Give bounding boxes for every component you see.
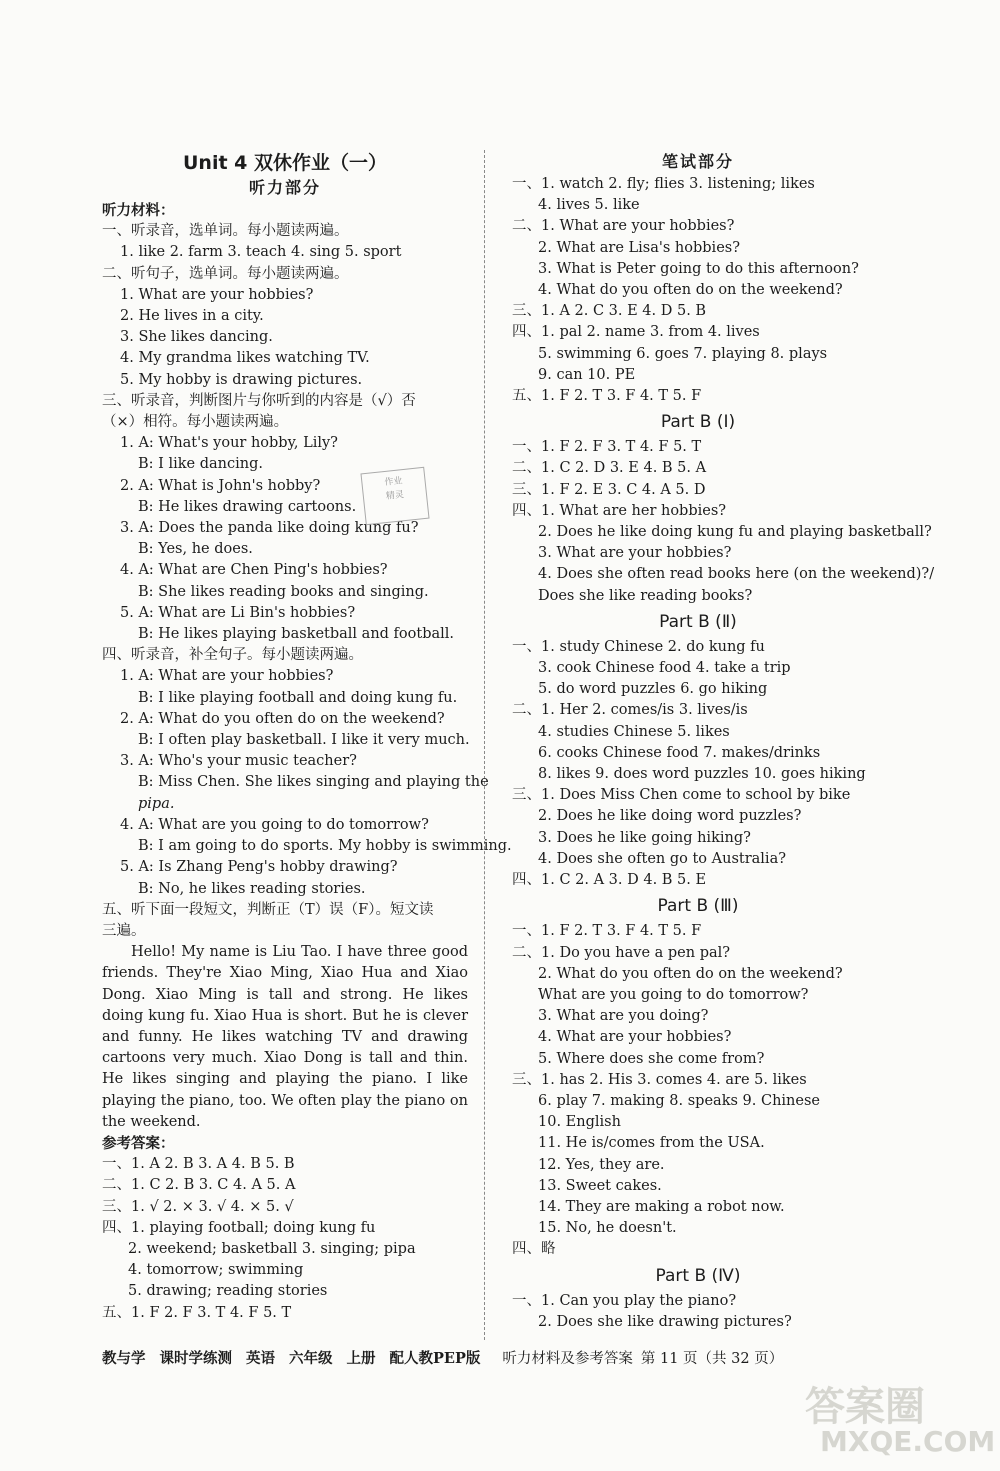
answer-line: 3. What are your hobbies? <box>538 545 732 562</box>
watermark-logo: 答案圈 <box>805 1384 925 1430</box>
answer-line: 四、1. playing football; doing kung fu <box>102 1219 376 1236</box>
answer-line: 二、1. C 2. D 3. E 4. B 5. A <box>512 460 707 477</box>
text-line: 5. A: Is Zhang Peng's hobby drawing? <box>120 859 398 876</box>
right-column <box>512 150 935 1333</box>
answer-line: 三、1. F 2. E 3. C 4. A 5. D <box>512 481 706 498</box>
answer-line: 15. No, he doesn't. <box>538 1220 677 1237</box>
answer-line: 12. Yes, they are. <box>538 1156 665 1173</box>
answer-line: 8. likes 9. does word puzzles 10. goes hiking <box>538 766 866 783</box>
text-line: 二、听句子，选单词。每小题读两遍。 <box>102 265 349 282</box>
stamp-text-2: 精灵 <box>385 490 405 502</box>
text-line: 4. A: What are you going to do tomorrow? <box>120 816 429 833</box>
text-line: 4. A: What are Chen Ping's hobbies? <box>120 562 388 579</box>
answer-line: 6. play 7. making 8. speaks 9. Chinese <box>538 1092 820 1109</box>
answer-line: 2. What do you often do on the weekend? <box>538 965 843 982</box>
text-line: B: I like dancing. <box>138 456 263 473</box>
answer-line: 3. What is Peter going to do this afternoon? <box>538 260 859 277</box>
answer-line: 9. can 10. PE <box>538 366 636 383</box>
answer-line: 四、略 <box>512 1241 556 1258</box>
text-line: （×）相符。每小题读两遍。 <box>102 414 289 431</box>
text-line: B: Yes, he does. <box>138 541 253 558</box>
left-column <box>102 150 512 1324</box>
answer-line: 4. Does she often go to Australia? <box>538 850 786 867</box>
answer-line: 6. cooks Chinese food 7. makes/drinks <box>538 744 821 761</box>
answer-line: 一、1. F 2. F 3. T 4. F 5. T <box>512 439 702 456</box>
text-line: 1. A: What's your hobby, Lily? <box>120 435 338 452</box>
footer-series: 课时学练测 <box>159 1350 232 1367</box>
text-line: pipa. <box>138 795 175 812</box>
answer-line: 2. Does he like doing word puzzles? <box>538 808 802 825</box>
answer-line: 三、1. √ 2. × 3. √ 4. × 5. √ <box>102 1198 294 1215</box>
passage: Hello! My name is Liu Tao. I have three good friends. They're Xiao Ming, Xiao Hua and Xiao Dong. Xiao Ming is tall and strong. He likes doing kung fu. Xiao Hua is short. But he is clever and funny. He likes watching TV and drawing cartoons very much. Xiao Dong is tall and thin. He likes singing and playing the piano. I like playing the piano, too. We often play the piano on the weekend. <box>102 944 468 1130</box>
watermark-url: MXQE.COM <box>820 1425 996 1458</box>
footer-volume: 上册 <box>346 1350 376 1367</box>
answer-line: 四、1. What are her hobbies? <box>512 502 727 519</box>
answer-line: Does she like reading books? <box>538 587 753 604</box>
part-heading: Part B (Ⅰ) <box>660 412 736 433</box>
listening-section-title: 听力部分 <box>248 178 321 197</box>
footer-subject: 英语 <box>246 1350 275 1367</box>
text-line: 3. She likes dancing. <box>120 329 273 346</box>
footer-section: 听力材料及参考答案 <box>502 1351 633 1367</box>
text-line: 一、听录音，选单词。每小题读两遍。 <box>102 223 349 240</box>
answer-line: 4. What are your hobbies? <box>538 1029 732 1046</box>
answer-line: 4. What do you often do on the weekend? <box>538 282 843 299</box>
answer-line: 三、1. Does Miss Chen come to school by bike <box>512 787 851 804</box>
text-line: B: He likes drawing cartoons. <box>138 498 357 515</box>
answer-line: 10. English <box>538 1114 621 1131</box>
text-line: B: Miss Chen. She likes singing and playing the <box>138 774 489 791</box>
stamp-logo <box>360 467 429 525</box>
text-line: B: He likes playing basketball and football. <box>138 626 455 643</box>
answer-line: 一、1. watch 2. fly; flies 3. listening; likes <box>512 176 815 192</box>
answer-line: 5. drawing; reading stories <box>128 1283 328 1300</box>
text-line: 2. He lives in a city. <box>120 308 264 325</box>
answer-line: 11. He is/comes from the USA. <box>538 1135 765 1152</box>
answer-line: 四、1. pal 2. name 3. from 4. lives <box>512 324 760 341</box>
text-line: 五、听下面一段短文，判断正（T）误（F）。短文读 <box>102 901 434 918</box>
text-line: 4. My grandma likes watching TV. <box>120 350 370 367</box>
answer-line: 5. do word puzzles 6. go hiking <box>538 681 768 698</box>
text-line: 2. A: What do you often do on the weekend? <box>120 710 445 727</box>
answer-line: 2. What are Lisa's hobbies? <box>538 239 740 256</box>
answer-line: 一、1. study Chinese 2. do kung fu <box>512 638 765 655</box>
answer-line: 2. Does she like drawing pictures? <box>538 1313 792 1330</box>
text-line: 1. like 2. farm 3. teach 4. sing 5. sport <box>120 244 402 261</box>
answer-line: 五、1. F 2. F 3. T 4. F 5. T <box>102 1304 292 1321</box>
text-line: 三遍。 <box>102 922 146 939</box>
footer-brand: 教与学 <box>102 1350 146 1367</box>
footer-grade: 六年级 <box>289 1350 333 1367</box>
text-line: 四、听录音，补全句子。每小题读两遍。 <box>102 647 363 664</box>
page-footer <box>102 1348 882 1370</box>
answer-line: 2. Does he like doing kung fu and playing basketball? <box>538 524 932 541</box>
answer-line: What are you going to do tomorrow? <box>538 986 809 1003</box>
text-line: 5. My hobby is drawing pictures. <box>120 371 363 388</box>
answer-line: 二、1. Her 2. comes/is 3. lives/is <box>512 702 748 719</box>
answer-line: 3. Does he like going hiking? <box>538 829 751 846</box>
text-line: B: I like playing football and doing kung fu. <box>138 689 458 706</box>
text-line: B: I often play basketball. I like it very much. <box>138 732 470 749</box>
answer-line: 一、1. F 2. T 3. F 4. T 5. F <box>512 923 702 940</box>
answer-line: 一、1. Can you play the piano? <box>512 1292 737 1309</box>
footer-edition: 配人教PEP版 <box>389 1350 481 1367</box>
answer-line: 参考答案： <box>102 1134 175 1152</box>
column-divider <box>484 150 485 1340</box>
answer-line: 5. swimming 6. goes 7. playing 8. plays <box>538 345 828 362</box>
text-line: 三、听录音，判断图片与你听到的内容是（√）否 <box>102 392 416 409</box>
text-line: 5. A: What are Li Bin's hobbies? <box>120 604 356 621</box>
listening-material <box>102 200 512 942</box>
text-line: 3. A: Does the panda like doing kung fu? <box>120 520 419 537</box>
answer-line: 三、1. has 2. His 3. comes 4. are 5. likes <box>512 1071 807 1088</box>
answer-line: 4. lives 5. like <box>538 197 640 214</box>
text-line: B: She likes reading books and singing. <box>138 583 429 600</box>
answer-line: 2. weekend; basketball 3. singing; pipa <box>128 1240 416 1257</box>
reference-answers <box>102 1133 468 1324</box>
answer-line: 4. Does she often read books here (on the weekend)?/ <box>538 566 935 583</box>
unit-title: Unit 4 双休作业（一） <box>183 152 387 174</box>
text-line: 2. A: What is John's hobby? <box>120 477 321 494</box>
answer-line: 二、1. What are your hobbies? <box>512 218 735 235</box>
answer-line: 五、1. F 2. T 3. F 4. T 5. F <box>512 388 702 405</box>
answer-line: 一、1. A 2. B 3. A 4. B 5. B <box>102 1156 295 1173</box>
text-line: 听力材料： <box>102 202 175 219</box>
answer-line: 3. What are you doing? <box>538 1008 709 1025</box>
text-line: B: No, he likes reading stories. <box>138 880 366 897</box>
answer-line: 14. They are making a robot now. <box>538 1198 785 1215</box>
text-line: B: I am going to do sports. My hobby is swimming. <box>138 838 512 855</box>
answer-line: 4. studies Chinese 5. likes <box>538 723 730 740</box>
text-line: 3. A: Who's your music teacher? <box>120 753 357 770</box>
text-line: 1. A: What are your hobbies? <box>120 668 334 685</box>
answer-line: 5. Where does she come from? <box>538 1050 765 1067</box>
text-line: 1. What are your hobbies? <box>120 286 314 303</box>
part-heading: Part B (Ⅱ) <box>659 611 737 632</box>
answer-line: 二、1. Do you have a pen pal? <box>512 944 731 961</box>
written-answers <box>512 174 935 1333</box>
answer-line: 13. Sweet cakes. <box>538 1177 662 1194</box>
part-heading: Part B (Ⅲ) <box>657 896 739 917</box>
answer-line: 4. tomorrow; swimming <box>128 1262 304 1279</box>
answer-line: 3. cook Chinese food 4. take a trip <box>538 660 791 677</box>
answer-line: 三、1. A 2. C 3. E 4. D 5. B <box>512 303 707 320</box>
part-heading: Part B (Ⅳ) <box>655 1265 741 1286</box>
stamp-text-1: 作业 <box>384 476 404 488</box>
written-section-title: 笔试部分 <box>661 152 734 171</box>
answer-line: 二、1. C 2. B 3. C 4. A 5. A <box>102 1177 296 1194</box>
page-number: 第 11 页（共 32 页） <box>640 1351 784 1367</box>
answer-line: 四、1. C 2. A 3. D 4. B 5. E <box>512 872 707 889</box>
